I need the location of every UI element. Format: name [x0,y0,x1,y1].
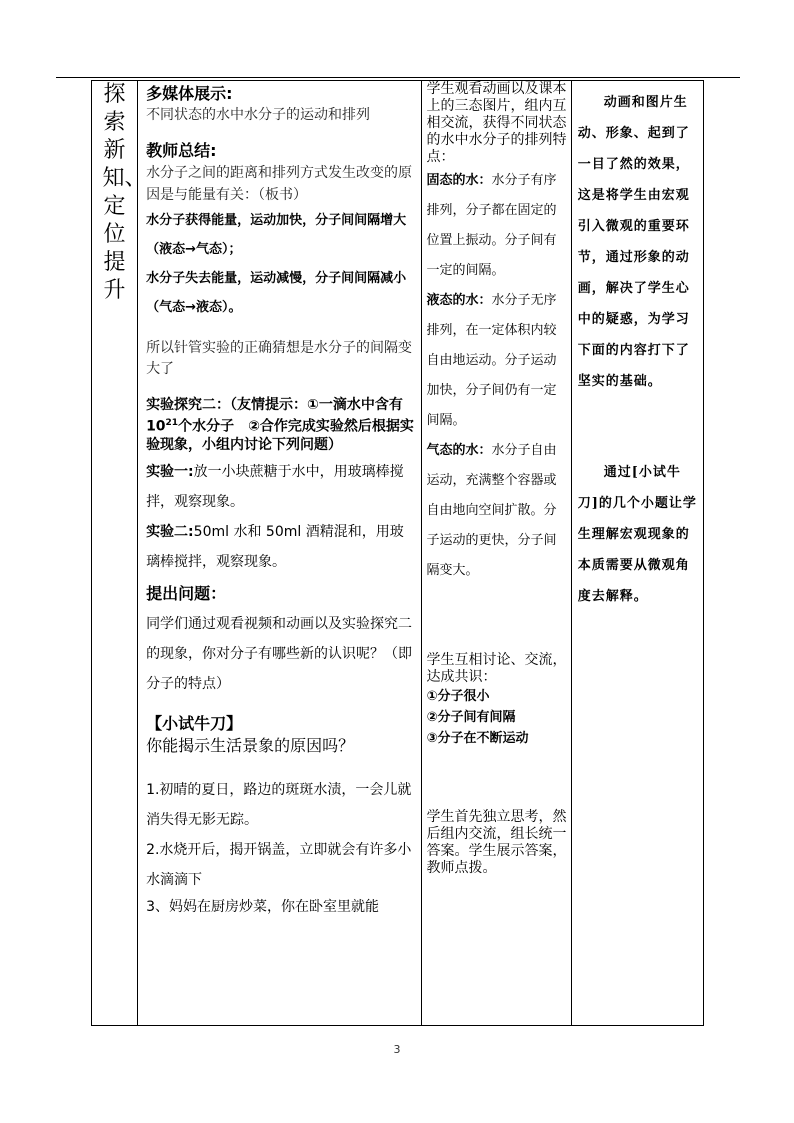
consensus-3: ③分子在不断运动 [426,731,529,746]
liquid-text: 水分子无序排列，在一定体积内较自由地运动。分子运动加快，分子间仍有一定间隔。 [426,293,557,428]
lesson-plan-table [91,80,704,1026]
question-text: 同学们通过观看视频和动画以及实验探究二的现象，你对分子有哪些新的认识呢？（即分子的特点） [146,615,413,692]
gain-energy-text: 水分子获得能量，运动加快，分子间间隔增大（液态→气态）； [146,213,407,257]
gas-text: 水分子自由运动，充满整个容器或自由地向空间扩散。分子运动的更快，分子间隔变大。 [426,443,557,578]
practice-question-2: 2.水烧开后，揭开锅盖，立即就会有许多小水滴滴下 [146,841,412,888]
design-note-2: 通过[小试牛刀]的几个小题让学生理解宏观现象的本质需要从微观角度去解释。 [577,465,697,604]
stage-label: 探索新知、定位提升 [102,82,147,303]
gas-water [427,436,568,586]
solid-water [427,166,568,286]
solid-text: 水分子有序排列，分子都在固定的位置上振动。分子间有一定的间隔。 [426,173,557,278]
multimedia-heading: 多媒体展示: [146,84,233,103]
practice-question-3: 3、妈妈在厨房炒菜，你在卧室里就能 [146,898,379,915]
exp1-label: 实验一: [146,463,194,480]
design-note-1: 动画和图片生动、形象、起到了一目了然的效果，这是将学生由宏观引入微观的重要环节，通过形象的动画，解决了学生心中的疑惑，为学习下面的内容打下了坚实的基础。 [577,95,690,389]
teacher-activity-cell [138,81,421,1026]
conclusion-text: 所以针管实验的正确猜想是水分子的间隔变大了 [146,340,413,377]
experiment-one [146,457,414,517]
consensus-2: ②分子间有间隔 [426,710,516,725]
think-text: 学生首先独立思考，然后组内交流，组长统一答案。学生展示答案，教师点拨。 [426,809,567,876]
question-heading: 提出问题： [146,583,227,603]
student-activity-cell [421,81,571,1026]
lose-energy-text: 水分子失去能量，运动减慢，分子间间隔减小（气态→液态）。 [146,271,407,315]
consensus-1: ①分子很小 [426,689,490,704]
teacher-summary-heading: 教师总结: [146,141,217,160]
liquid-label: 液态的水： [426,293,492,308]
exp2-heading-a: 实验探究二：（友情提示：①一滴水中含有 10 [146,397,403,435]
discussion-text: 学生互相讨论、交流，达成共识： [426,652,567,685]
practice-heading: 【小试牛刀】 [146,713,243,733]
practice-intro: 你能揭示生活景象的原因吗？ [146,735,355,755]
header-rule [56,77,740,78]
gas-label: 气态的水： [426,443,492,458]
teacher-summary-text: 水分子之间的距离和排列方式发生改变的原因是与能量有关：（板书） [146,165,413,203]
exp2-heading-b: 个水分子 ②合作完成实验然后根据实验现象，小组内讨论下列问题） [146,418,414,453]
observation-intro: 学生观看动画以及课本上的三态图片，组内互相交流，获得不同状态的水中水分子的排列特点： [426,81,567,165]
exp1-text: 放一小块蔗糖于水中，用玻璃棒搅拌，观察现象。 [146,463,404,510]
liquid-water [427,286,568,436]
exp2-text: 50ml 水和 50ml 酒精混和，用玻璃棒搅拌，观察现象。 [146,523,404,570]
experiment-two [146,517,414,577]
solid-label: 固态的水： [426,173,492,188]
multimedia-text: 不同状态的水中水分子的运动和排列 [146,107,371,123]
page-number: 3 [393,1043,401,1056]
stage-cell [92,81,147,1026]
exp2-heading [146,396,414,454]
design-intent-cell [571,81,703,1026]
exp2-exponent: 21 [165,418,179,428]
exp2-label: 实验二: [146,523,194,540]
practice-question-1: 1.初晴的夏日，路边的斑斑水渍，一会儿就消失得无影无踪。 [146,781,412,828]
